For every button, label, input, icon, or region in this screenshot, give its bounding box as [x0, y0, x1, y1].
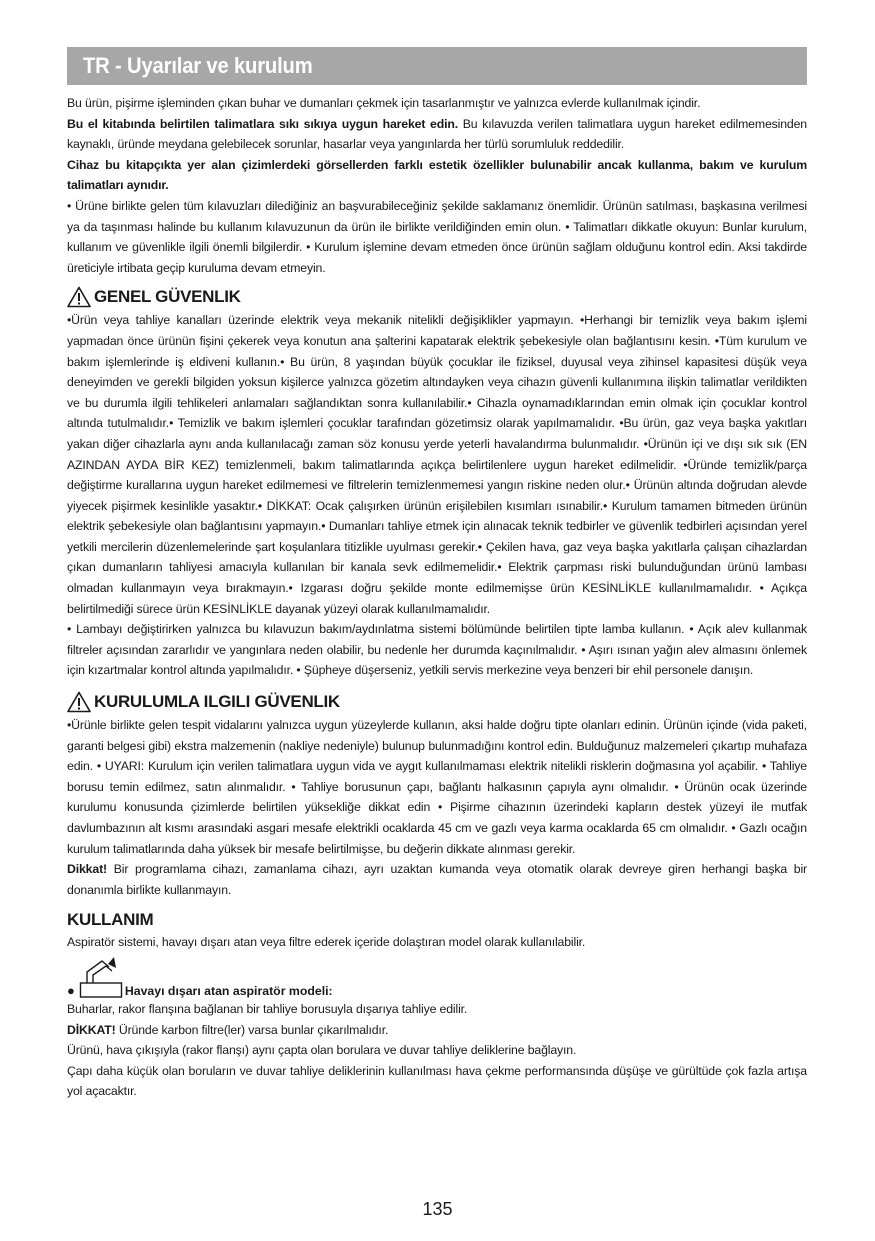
usage-caution-label: DİKKAT!	[67, 1022, 116, 1037]
section-title-bar	[67, 47, 807, 85]
general-safety-paragraph-2: • Lambayı değiştirirken yalnızca bu kılavuzun bakım/aydınlatma sistemi bölümünde belirtilen tipte lamba kullanın. • Açık alev kullanmak filtreler açısından zararlıdır ve yangınlara neden olabilir, bu nedenle her durumda kaçınılmalıdır. • Aşırı ısınan yağın alev almasını önlemek için kızartmalar kontrol altında yapılmalıdır. • Şüpheye düşerseniz, yetkili servis merkezine veya benzeri bir ehil personele danışın.	[67, 622, 807, 678]
usage-paragraph-5: Çapı daha küçük olan boruların ve duvar tahliye deliklerinin kullanılması hava çekme performansında düşüşe ve gürültüde çok fazla artışa yol açacaktır.	[67, 1063, 807, 1099]
usage-paragraph-3	[67, 1020, 807, 1041]
usage-paragraph-2: Buharlar, rakor flanşına bağlanan bir tahliye borusuyla dışarıya tahliye edilir.	[67, 1001, 468, 1016]
duct-outlet-icon	[79, 955, 123, 999]
warning-triangle-icon	[67, 286, 91, 308]
intro-paragraph-2-bold: Bu el kitabında belirtilen talimatlara sıkı sıkıya uygun hareket edin.	[67, 116, 458, 131]
install-safety-paragraph-2	[67, 859, 807, 900]
intro-paragraph-2	[67, 114, 807, 155]
usage-caution-text: Üründe karbon filtre(ler) varsa bunlar çıkarılmalıdır.	[115, 1022, 389, 1037]
intro-paragraph-3	[67, 155, 807, 196]
usage-paragraph-1: Aspiratör sistemi, havayı dışarı atan veya filtre ederek içeride dolaştıran model olarak kullanılabilir.	[67, 935, 586, 950]
general-safety-heading-row	[67, 284, 807, 310]
intro-paragraph-3-bold: Cihaz bu kitapçıkta yer alan çizimlerdeki görsellerden farklı estetik özellikler bulunabilir ancak kullanma, bakım ve kurulum talimatları aynıdır.	[67, 157, 807, 193]
page-content	[67, 47, 807, 1102]
ducted-model-row	[67, 953, 807, 999]
ducted-model-label: Havayı dışarı atan aspiratör modeli:	[124, 983, 333, 998]
install-safety-heading-row	[67, 689, 807, 715]
general-safety-paragraph-1: •Ürün veya tahliye kanalları üzerinde elektrik veya mekanik nitelikli değişiklikler yapmayın. •Herhangi bir temizlik veya bakım işlemi yapmadan önce ürünün fişini çekerek veya konutun ana şalterini kapatarak elektrik şebekesiyle olan bağlantısını kesin. •Tüm kurulum ve bakım işlemlerinde iş eldiveni kullanın.• Bu ürün, 8 yaşından büyük çocuklar ile fiziksel, duyusal veya zihinsel kapasitesi düşük veya deneyimden ve gerekli bilgiden yoksun kişilerce yalnızca gözetim altındayken veya cihazın güvenli kullanımına ilişkin talimatlar verildikten ve bu durumla ilgili tehlikeleri anlamaları sağlandıktan sonra kullanılabilir.• Cihazla oynamadıklarından emin olmak için çocuklar kontrol altında tutulmalıdır.• Temizlik ve bakım işlemleri çocuklar tarafından gözetimsiz olarak yapılmamalıdır. •Bu ürün, gaz veya başka yakıtları yakan diğer cihazlarla aynı anda kullanılacağı zaman söz konusu yerde yeterli havalandırma bulunmalıdır. •Ürünün içi ve dışı sık sık (EN AZINDAN AYDA BİR KEZ) temizlenmeli, bakım talimatlarında açıkça belirtilenlere uygun hareket edilmelidir. •Üründe temizlik/parça değiştirme kurallarına uygun hareket edilmemesi ve filtrelerin temizlenmemesi yangın riskine neden olur.• Ürünün altında doğrudan alevde yiyecek pişirmek kesinlikle yasaktır.• DİKKAT: Ocak çalışırken ürünün erişilebilen kısımları ısınabilir.• Kurulum tamamen bitmeden ürünün elektrik şebekesiyle olan bağlantısını yapmayın.• Dumanları tahliye etmek için alınacak teknik tedbirler ve güvenlik tedbirleri açısından yerel yetkili mercilerin düzenlemelerinde şart koşulanlara titizlikle uyulması gerekir.• Çekilen hava, gaz veya başka yakıtlarla çalışan cihazlardan çıkan dumanların tahliyesi amacıyla kullanılan bir kanala sevk edilmemelidir.• Elektrik çarpması riski bulunduğundan ürünü lambası olmadan kullanmayın veya bırakmayın.• Izgarası doğru şekilde monte edilmemişse ürün KESİNLİKLE kullanılmamalıdır. • Açıkça belirtilmediği sürece ürün KESİNLİKLE dayanak yüzeyi olarak kullanılmamalıdır.	[67, 313, 807, 616]
intro-paragraph-1: Bu ürün, pişirme işleminden çıkan buhar ve dumanları çekmek için tasarlanmıştır ve yalnızca evlerde kullanılmak içindir.	[67, 96, 701, 110]
page-title: TR - Uyarılar ve kurulum	[83, 53, 313, 78]
install-safety-caution-label: Dikkat!	[67, 862, 107, 877]
intro-paragraph-2-rest: Bu kılavuzda verilen talimatlara uygun hareket edilmemesinden kaynaklı, üründe meydana gelebilecek sorunlar, hasarlar veya yangınlarda her türlü sorumluluk reddedilir.	[67, 116, 807, 152]
install-safety-caution-text: Bir programlama cihazı, zamanlama cihazı, ayrı uzaktan kumanda veya otomatik olarak devreye giren herhangi başka bir donanımla birlikte kullanmayın.	[67, 862, 807, 897]
install-safety-paragraph-1: •Ürünle birlikte gelen tespit vidalarını yalnızca uygun yüzeylerde kullanın, aksi halde doğru tipte olanları edinin. Ürünün içinde (vida paketi, garanti belgesi gibi) ekstra malzemenin (nakliye nedeniyle) bulunup bulunmadığını kontrol edin. Bulduğunuz malzemeleri çıkartıp muhafaza edin. • UYARI: Kurulum için verilen talimatlara uygun vida ve aygıt kullanılmaması elektrik nitelikli risklerin doğmasına yol açabilir. • Tahliye borusu temin edilmez, satın alınmalıdır. • Tahliye borusunun çapı, bağlantı halkasının çapıyla aynı olmalıdır. • Ürünün ocak üzerinde kurulumu konusunda çizimlerde belirtilen yüksekliğe dikkat edin • Pişirme cihazının üzerindeki kapların destek yüzeyi ile mutfak davlumbazının alt kısmı arasındaki asgari mesafe elektrikli ocaklarda 45 cm ve gazlı veya karma ocaklarda 65 cm olmalıdır. • Gazlı ocağın kurulum talimatlarında daha yüksek bir mesafe belirtilmişse, bu değerin dikkate alınması gerekir.	[67, 718, 807, 856]
usage-paragraph-4: Ürünü, hava çıkışıyla (rakor flanşı) aynı çapta olan borulara ve duvar tahliye deliklerine bağlayın.	[67, 1043, 577, 1058]
bullet-icon: ●	[67, 982, 75, 998]
install-safety-heading: KURULUMLA ILGILI GÜVENLIK	[94, 692, 340, 712]
page-number: 135	[422, 1199, 453, 1219]
usage-heading: KULLANIM	[67, 910, 154, 930]
general-safety-heading: GENEL GÜVENLIK	[94, 287, 241, 307]
warning-triangle-icon	[67, 691, 91, 713]
usage-heading-row	[67, 908, 807, 932]
intro-paragraph-4: • Ürüne birlikte gelen tüm kılavuzları dilediğiniz an başvurabileceğiniz şekilde saklamanız önemlidir. Ürünün satılması, başkasına verilmesi ya da taşınması halinde bu kullanım kılavuzunun da ürün ile birlikte verildiğinden emin olun. • Talimatları dikkatle okuyun: Bunlar kurulum, kullanım ve güvenlikle ilgili önemli bilgilerdir. • Kurulum işlemine devam etmeden önce ürünün sağlam olduğunu kontrol edin. Aksi takdirde üreticiyle irtibata geçip kuruluma devam etmeyin.	[67, 198, 807, 275]
